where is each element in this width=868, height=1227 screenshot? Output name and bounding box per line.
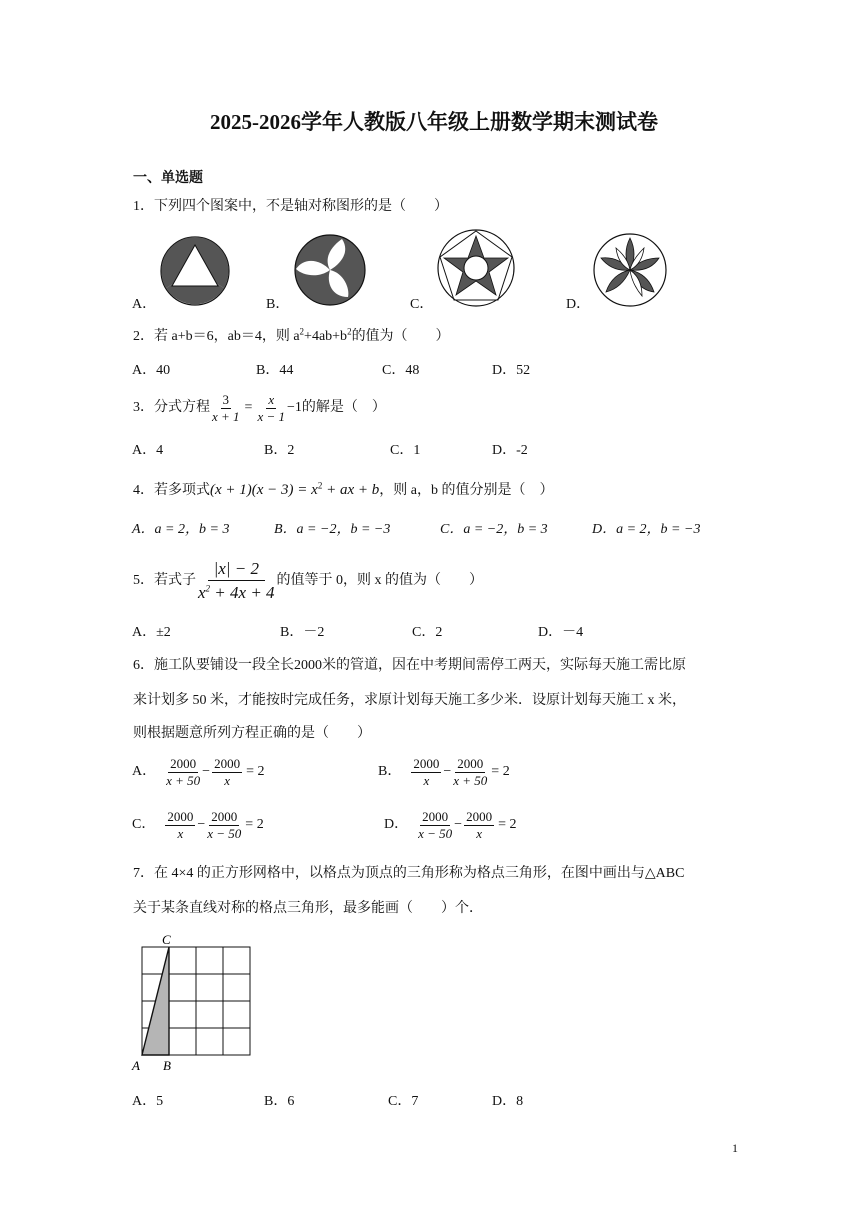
- q4-option-d: D．a = 2，b = −3: [592, 522, 701, 537]
- point-b-label: B: [163, 1058, 171, 1073]
- q6-option-c: C． $\frac{2000}{x}$ − $\frac{2000}{x - 50}$ = 2: [132, 809, 264, 841]
- q1-option-d: D．: [566, 297, 591, 312]
- q5-fraction: $\frac{|x| - 2}{x^2 + 4x + 4}$: [198, 559, 275, 602]
- question-5-stem: 5．若式子 $\frac{|x| - 2}{x^2 + 4x + 4}$ 的值等于 0，则 x 的值为（ ）: [133, 559, 484, 602]
- question-1-stem: 1．下列四个图案中，不是轴对称图形的是（ ）: [133, 199, 448, 214]
- q7-option-c: C．7: [388, 1094, 419, 1109]
- q7-grid-figure: [128, 930, 258, 1080]
- q2-option-c: C．48: [382, 363, 420, 378]
- question-2-stem: 2．若 a+b＝6，ab＝4，则 $a^2+4ab+b^2$的值为（ ）: [133, 326, 450, 344]
- question-7-line-2: 关于某条直线对称的格点三角形，最多能画（ ）个．: [133, 901, 483, 916]
- q3-option-b: B．2: [264, 443, 295, 458]
- q1-figure-b: [292, 233, 368, 312]
- q1-figure-a: [157, 236, 233, 311]
- q6-option-d: D． $\frac{2000}{x - 50}$ − $\frac{2000}{x}$ = 2: [384, 809, 517, 841]
- q7-option-b: B．6: [264, 1094, 295, 1109]
- q1-figure-c: [436, 228, 516, 313]
- q6-option-a: A． $\frac{2000}{x + 50}$ − $\frac{2000}{x}$ = 2: [132, 756, 265, 788]
- point-c-label: C: [162, 932, 171, 947]
- page-title: 2025-2026学年人教版八年级上册数学期末测试卷: [210, 110, 658, 134]
- q4-option-c: C．a = −2，b = 3: [440, 522, 548, 537]
- q1-option-b: B．: [266, 297, 290, 312]
- q7-option-d: D．8: [492, 1094, 524, 1109]
- q1-option-a: A．: [132, 297, 157, 312]
- question-6-line-2: 来计划多 50 米，才能按时完成任务，求原计划每天施工多少米．设原计划每天施工 x 米，: [133, 693, 686, 708]
- q5-option-b: B．－2: [280, 625, 325, 640]
- q1-option-c: C．: [410, 297, 434, 312]
- q7-option-a: A．5: [132, 1094, 164, 1109]
- question-4-stem: 4．若多项式$(x + 1)(x - 3) = x^2$ + ax + b，则 a，b 的值分别是（ ）: [133, 480, 554, 498]
- q2-option-d: D．52: [492, 363, 531, 378]
- q1-figure-d: [592, 232, 668, 313]
- q5-option-a: A．±2: [132, 625, 171, 640]
- q6-option-b: B． $\frac{2000}{x}$ − $\frac{2000}{x + 50}$ = 2: [378, 756, 510, 788]
- point-a-label: A: [132, 1058, 140, 1073]
- q4-option-b: B．a = −2，b = −3: [274, 522, 391, 537]
- q5-option-c: C．2: [412, 625, 443, 640]
- q5-option-d: D．－4: [538, 625, 584, 640]
- q3-option-a: A．4: [132, 443, 164, 458]
- q3-fraction-left: $\frac{3}{x + 1}$: [212, 392, 240, 424]
- q4-option-a: A．a = 2，b = 3: [132, 522, 230, 537]
- q3-option-d: D．-2: [492, 443, 528, 458]
- question-7-line-1: 7．在 4×4 的正方形网格中，以格点为顶点的三角形称为格点三角形，在图中画出与△ABC: [133, 866, 685, 881]
- section-heading: 一、单选题: [133, 171, 203, 186]
- question-3-stem: 3．分式方程 $\frac{3}{x + 1}$ = $\frac{x}{x - 1}$ −1的解是（ ）: [133, 392, 386, 424]
- page-number: 1: [732, 1141, 738, 1155]
- question-6-line-1: 6．施工队要铺设一段全长2000米的管道，因在中考期间需停工两天，实际每天施工需比原: [133, 658, 686, 673]
- question-6-line-3: 则根据题意所列方程正确的是（ ）: [133, 726, 371, 741]
- q2-option-a: A．40: [132, 363, 171, 378]
- q3-option-c: C．1: [390, 443, 421, 458]
- q2-option-b: B．44: [256, 363, 294, 378]
- q3-fraction-right: $\frac{x}{x - 1}$: [257, 392, 285, 424]
